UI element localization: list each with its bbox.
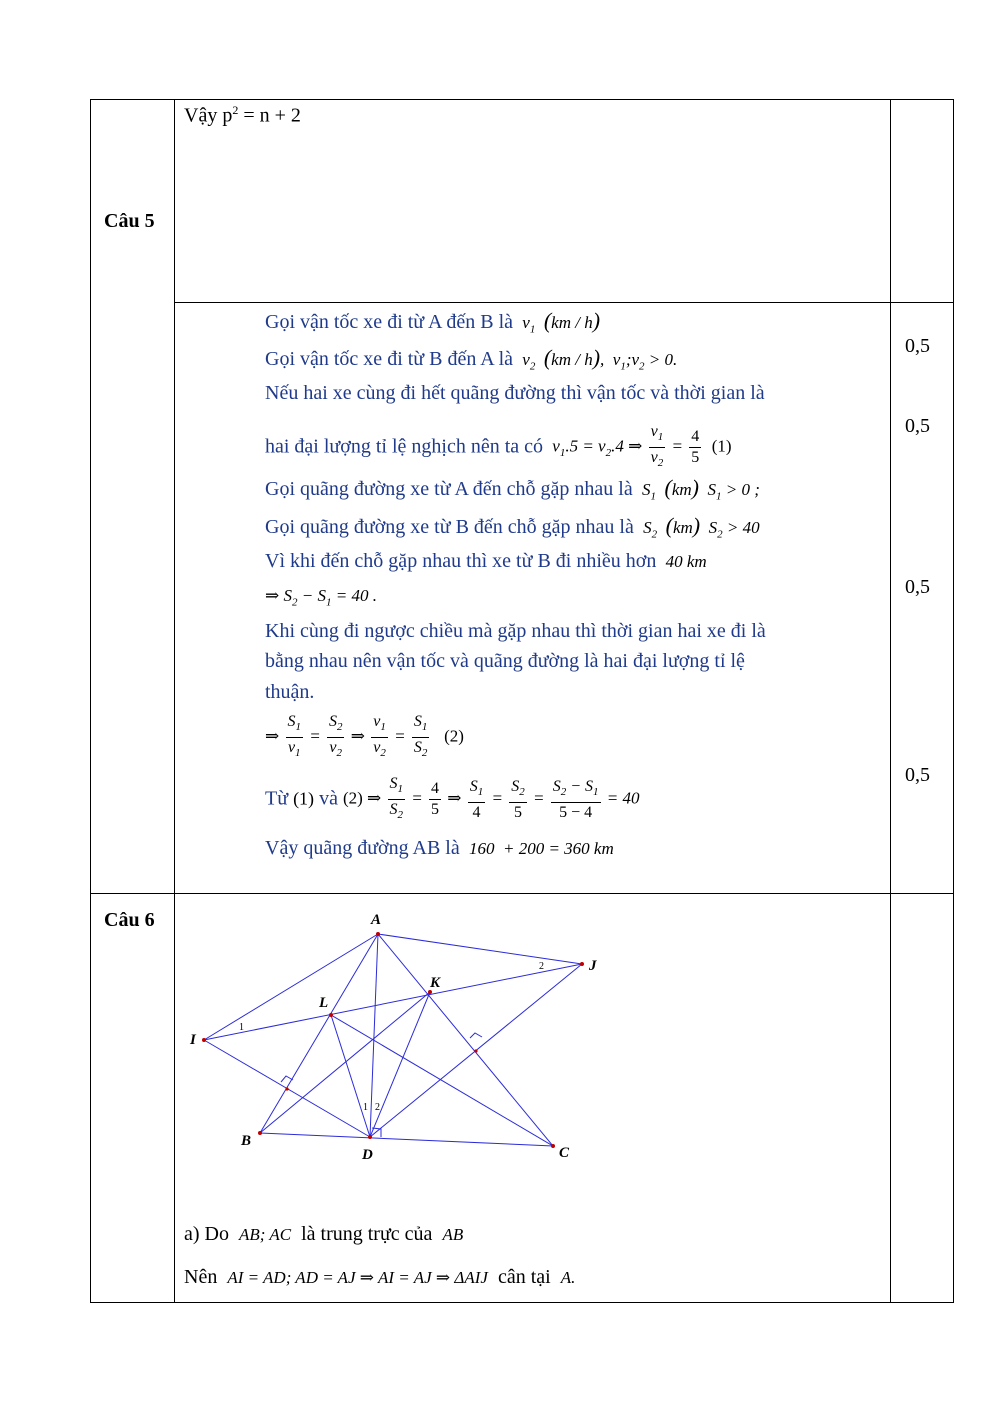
text-and: và (319, 787, 338, 810)
text: Vì khi đến chỗ gặp nhau thì xe từ B đi nhiều hơn (265, 550, 657, 572)
row-label-cau5: Câu 5 (104, 210, 155, 232)
solution-line-8: ⇒ $S_2 - S_1 = 40$ . (265, 586, 377, 609)
math: AI = AD; AD = AJ ⇒ AI = AJ ⇒ ΔAIJ (227, 1268, 488, 1287)
segment-KD (370, 992, 430, 1137)
point-L (329, 1013, 333, 1017)
solution-line-4: hai đại lượng tỉ lệ nghịch nên ta có $v_1.5 = v_2.4$ ⇒ $\frac{v_1}{v_2}$ = $\frac{4}{5}$ (1) (265, 423, 732, 470)
score-4: 0,5 (905, 764, 930, 786)
segment-AB (260, 934, 378, 1133)
label-A: A (371, 912, 382, 928)
point-J (580, 962, 584, 966)
math: AB; AC (238, 1225, 292, 1244)
solution-line-2: Gọi vận tốc xe đi từ B đến A là $v_2$ (km / h), $v_1;v_2 > 0$. (265, 345, 678, 373)
text: Nên (184, 1266, 218, 1288)
part-a-line-2 (184, 1266, 575, 1289)
segment-AJ (378, 934, 582, 964)
solution-line-12: ⇒ $\frac{S_1}{v_1}$ = $\frac{S_2}{v_2}$ ⇒ $\frac{v_1}{v_2}$ = $\frac{S_1}{S_2}$ (2) (265, 713, 464, 760)
label-I: I (190, 1032, 196, 1048)
text: Gọi vận tốc xe đi từ B đến A là (265, 348, 514, 370)
label-L: L (319, 995, 329, 1011)
segment-AI (204, 934, 378, 1040)
text: hai đại lượng tỉ lệ nghịch nên ta có (265, 435, 544, 458)
label-K: K (430, 975, 441, 991)
label-C: C (559, 1145, 570, 1161)
segment-IJ (204, 964, 582, 1040)
text-mid: là trung trực của (301, 1223, 433, 1245)
solution-line-13: Từ (1) và (2) ⇒ $\frac{S_1}{S_2}$ = $\frac{4}{5}$ ⇒ $\frac{S_1}{4}$ = $\frac{S_2}{5}$ = $\frac{S_2 - S_1}{5 - 4}$ = 40 (265, 775, 640, 822)
angle-label-J2: 2 (539, 961, 544, 972)
point-A (376, 932, 380, 936)
text-end: cân tại (497, 1266, 551, 1288)
solution-line-3: Nếu hai xe cùng đi hết quãng đường thì vận tốc và thời gian là (265, 382, 765, 404)
angle-label-D2: 2 (375, 1102, 380, 1113)
score-2: 0,5 (905, 415, 930, 437)
text: Vậy quãng đường AB là (265, 837, 460, 859)
solution-line-6: Gọi quãng đường xe từ B đến chỗ gặp nhau là $S_2$ (km) $S_2 > 40$ (265, 513, 760, 541)
math-point: A. (560, 1268, 576, 1287)
segment-LC (331, 1015, 553, 1146)
point-I (202, 1038, 206, 1042)
point-D (368, 1135, 372, 1139)
point-C (551, 1144, 555, 1148)
angle-label-I1: 1 (239, 1022, 244, 1033)
segment-BC (260, 1133, 553, 1146)
solution-line-7: Vì khi đến chỗ gặp nhau thì xe từ B đi nhiều hơn 40 km (265, 550, 707, 572)
segment-BK (260, 992, 430, 1133)
score-3: 0,5 (905, 576, 930, 598)
text: a) Do (184, 1223, 229, 1245)
angle-label-D1: 1 (363, 1102, 368, 1113)
segment-AC (378, 934, 553, 1146)
text: Gọi quãng đường xe từ B đến chỗ gặp nhau là (265, 516, 634, 538)
text: Gọi vận tốc xe đi từ A đến B là (265, 311, 514, 333)
row-label-cau6: Câu 6 (104, 909, 155, 931)
text: Gọi quãng đường xe từ A đến chỗ gặp nhau là (265, 478, 633, 500)
label-D: D (362, 1147, 373, 1163)
conclusion-line: Vậy $p^2 = n + 2$ (184, 103, 301, 127)
solution-line-14: Vậy quãng đường AB là 160 + 200 = 360 km (265, 837, 614, 859)
solution-line-5: Gọi quãng đường xe từ A đến chỗ gặp nhau là $S_1$ (km) $S_1 > 0$ ; (265, 475, 760, 503)
solution-line-1: Gọi vận tốc xe đi từ A đến B là $v_1$ (km / h) (265, 308, 601, 336)
point-foot-1 (285, 1087, 288, 1090)
segment-LD (331, 1015, 370, 1137)
right-angle-mark-2 (470, 1033, 482, 1038)
score-1: 0,5 (905, 335, 930, 357)
solution-line-10: bằng nhau nên vận tốc và quãng đường là hai đại lượng tỉ lệ (265, 650, 745, 672)
solution-line-11: thuận. (265, 681, 315, 703)
part-a-line-1 (184, 1223, 463, 1246)
label-B: B (241, 1133, 252, 1149)
label-J: J (589, 958, 597, 974)
point-B (258, 1131, 262, 1135)
point-foot-2 (474, 1049, 477, 1052)
text: Từ (265, 787, 289, 810)
solution-line-9: Khi cùng đi ngược chiều mà gặp nhau thì thời gian hai xe đi là (265, 620, 766, 642)
math-end: AB (442, 1225, 464, 1244)
